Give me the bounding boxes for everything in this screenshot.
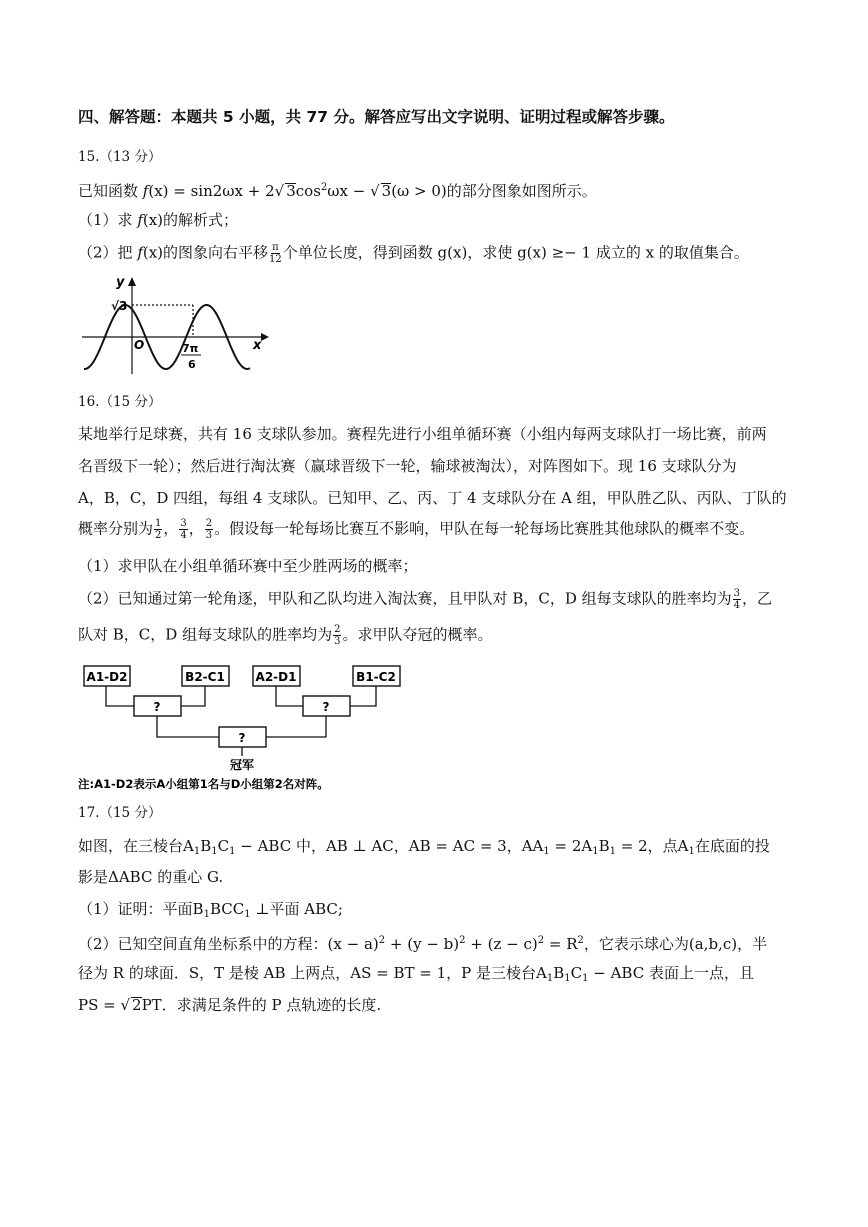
section-title: 四、解答题：本题共 5 小题，共 77 分。解答应写出文字说明、证明过程或解答步骤。 — [78, 108, 675, 126]
x-label: x — [253, 338, 262, 353]
q16-line3: A，B，C，D 四组，每组 4 支球队。已知甲、乙、丙、丁 4 支球队分在 A 组，甲队胜乙队、丙队、丁队的 — [78, 489, 787, 507]
q16-part2-cont: 队对 B，C，D 组每支球队的胜率均为 $\frac{2}{3}$ 。求甲队夺冠的概率。 — [78, 624, 493, 647]
q15-part1: （1）求 f(x)的解析式； — [78, 211, 239, 229]
match-label-4: B1-C2 — [356, 670, 396, 684]
q17-line1: 如图，在三棱台$A_1B_1C_1$ − ABC 中，AB ⊥ AC，AB = AC = 3，$AA_1 = 2A_1B_1 = 2$，点$A_1$在底面的投 — [78, 837, 770, 857]
line-m2-semi — [181, 686, 205, 706]
q17-header: 17.（15 分） — [78, 805, 162, 821]
q16-part1: （1）求甲队在小组单循环赛中至少胜两场的概率； — [78, 557, 418, 575]
q17-line2: 影是ΔABC 的重心 G. — [78, 868, 224, 886]
q16-line1: 某地举行足球赛，共有 16 支球队参加。赛程先进行小组单循环赛（小组内每两支球队打一场比赛，前两 — [78, 425, 767, 443]
tick-denominator: 6 — [188, 358, 196, 371]
q15-header: 15.（13 分） — [78, 149, 162, 165]
champion-label: 冠军 — [229, 758, 255, 772]
semi-label-right: ? — [322, 700, 330, 714]
bracket-note: 注:A1-D2表示A小组第1名与D小组第2名对阵。 — [78, 777, 329, 791]
match-label-3: A2-D1 — [255, 670, 297, 684]
y-axis-arrow — [128, 277, 136, 286]
q17-part2-line3: PS = √ 2PT．求满足条件的 P 点轨迹的长度. — [78, 996, 382, 1014]
q15-graph — [78, 272, 278, 377]
q16-line4: 概率分别为 $\frac{1}{2}$ ， $\frac{3}{4}$ ， $\frac{2}{3}$ 。假设每一轮每场比赛互不影响，甲队在每一轮每场比赛胜其他球队的概率不变。 — [78, 518, 755, 541]
peak-label: √3 — [111, 299, 128, 313]
match-label-1: A1-D2 — [86, 670, 128, 684]
q15-stem: 已知函数 f(x) = sin2ωx + 2√ $3\cos^2\omega x$ − √ 3(ω > 0)的部分图象如图所示。 — [78, 182, 597, 200]
final-label: ? — [238, 731, 246, 745]
match-label-2: B2-C1 — [185, 670, 225, 684]
line-m3-semi — [276, 686, 303, 706]
y-label: y — [116, 275, 125, 290]
q16-line2: 名晋级下一轮）；然后进行淘汰赛（赢球晋级下一轮，输球被淘汰），对阵图如下。现 16 支球队分为 — [78, 457, 737, 475]
q16-part2: （2）已知通过第一轮角逐，甲队和乙队均进入淘汰赛，且甲队对 B，C，D 组每支球队的胜率均为 $\frac{3}{4}$ ，乙 — [78, 588, 773, 611]
x-axis-arrow — [261, 333, 269, 341]
q17-part2: （2）已知空间直角坐标系中的方程：$(x - a)^2 + (y - b)^2 + (z - c)^2 = R^2$，它表示球心为(a,b,c)，半 — [78, 935, 768, 953]
q17-part1: （1）证明：平面$B_1BCC_1$ ⊥平面 ABC; — [78, 900, 343, 920]
origin-label: O — [134, 338, 145, 352]
q15-part2: （2）把 f(x)的图象向右平移 $\frac{\pi}{12}$ 个单位长度，得到函数 g(x)，求使 g(x) ≥− 1 成立的 x 的取值集合。 — [78, 242, 749, 265]
q16-header: 16.（15 分） — [78, 394, 162, 410]
semi-label-left: ? — [153, 700, 161, 714]
line-m4-semi — [350, 686, 376, 706]
line-semi-left-final — [157, 716, 219, 737]
q17-part2-line2: 径为 R 的球面．S，T 是棱 AB 上两点，AS = BT = 1，P 是三棱台$A_1B_1C_1$ − ABC 表面上一点，且 — [78, 964, 754, 984]
line-semi-right-final — [266, 716, 326, 737]
line-m1-semi — [106, 686, 134, 706]
tick-numerator: 7π — [182, 342, 199, 355]
q16-bracket — [78, 664, 408, 792]
